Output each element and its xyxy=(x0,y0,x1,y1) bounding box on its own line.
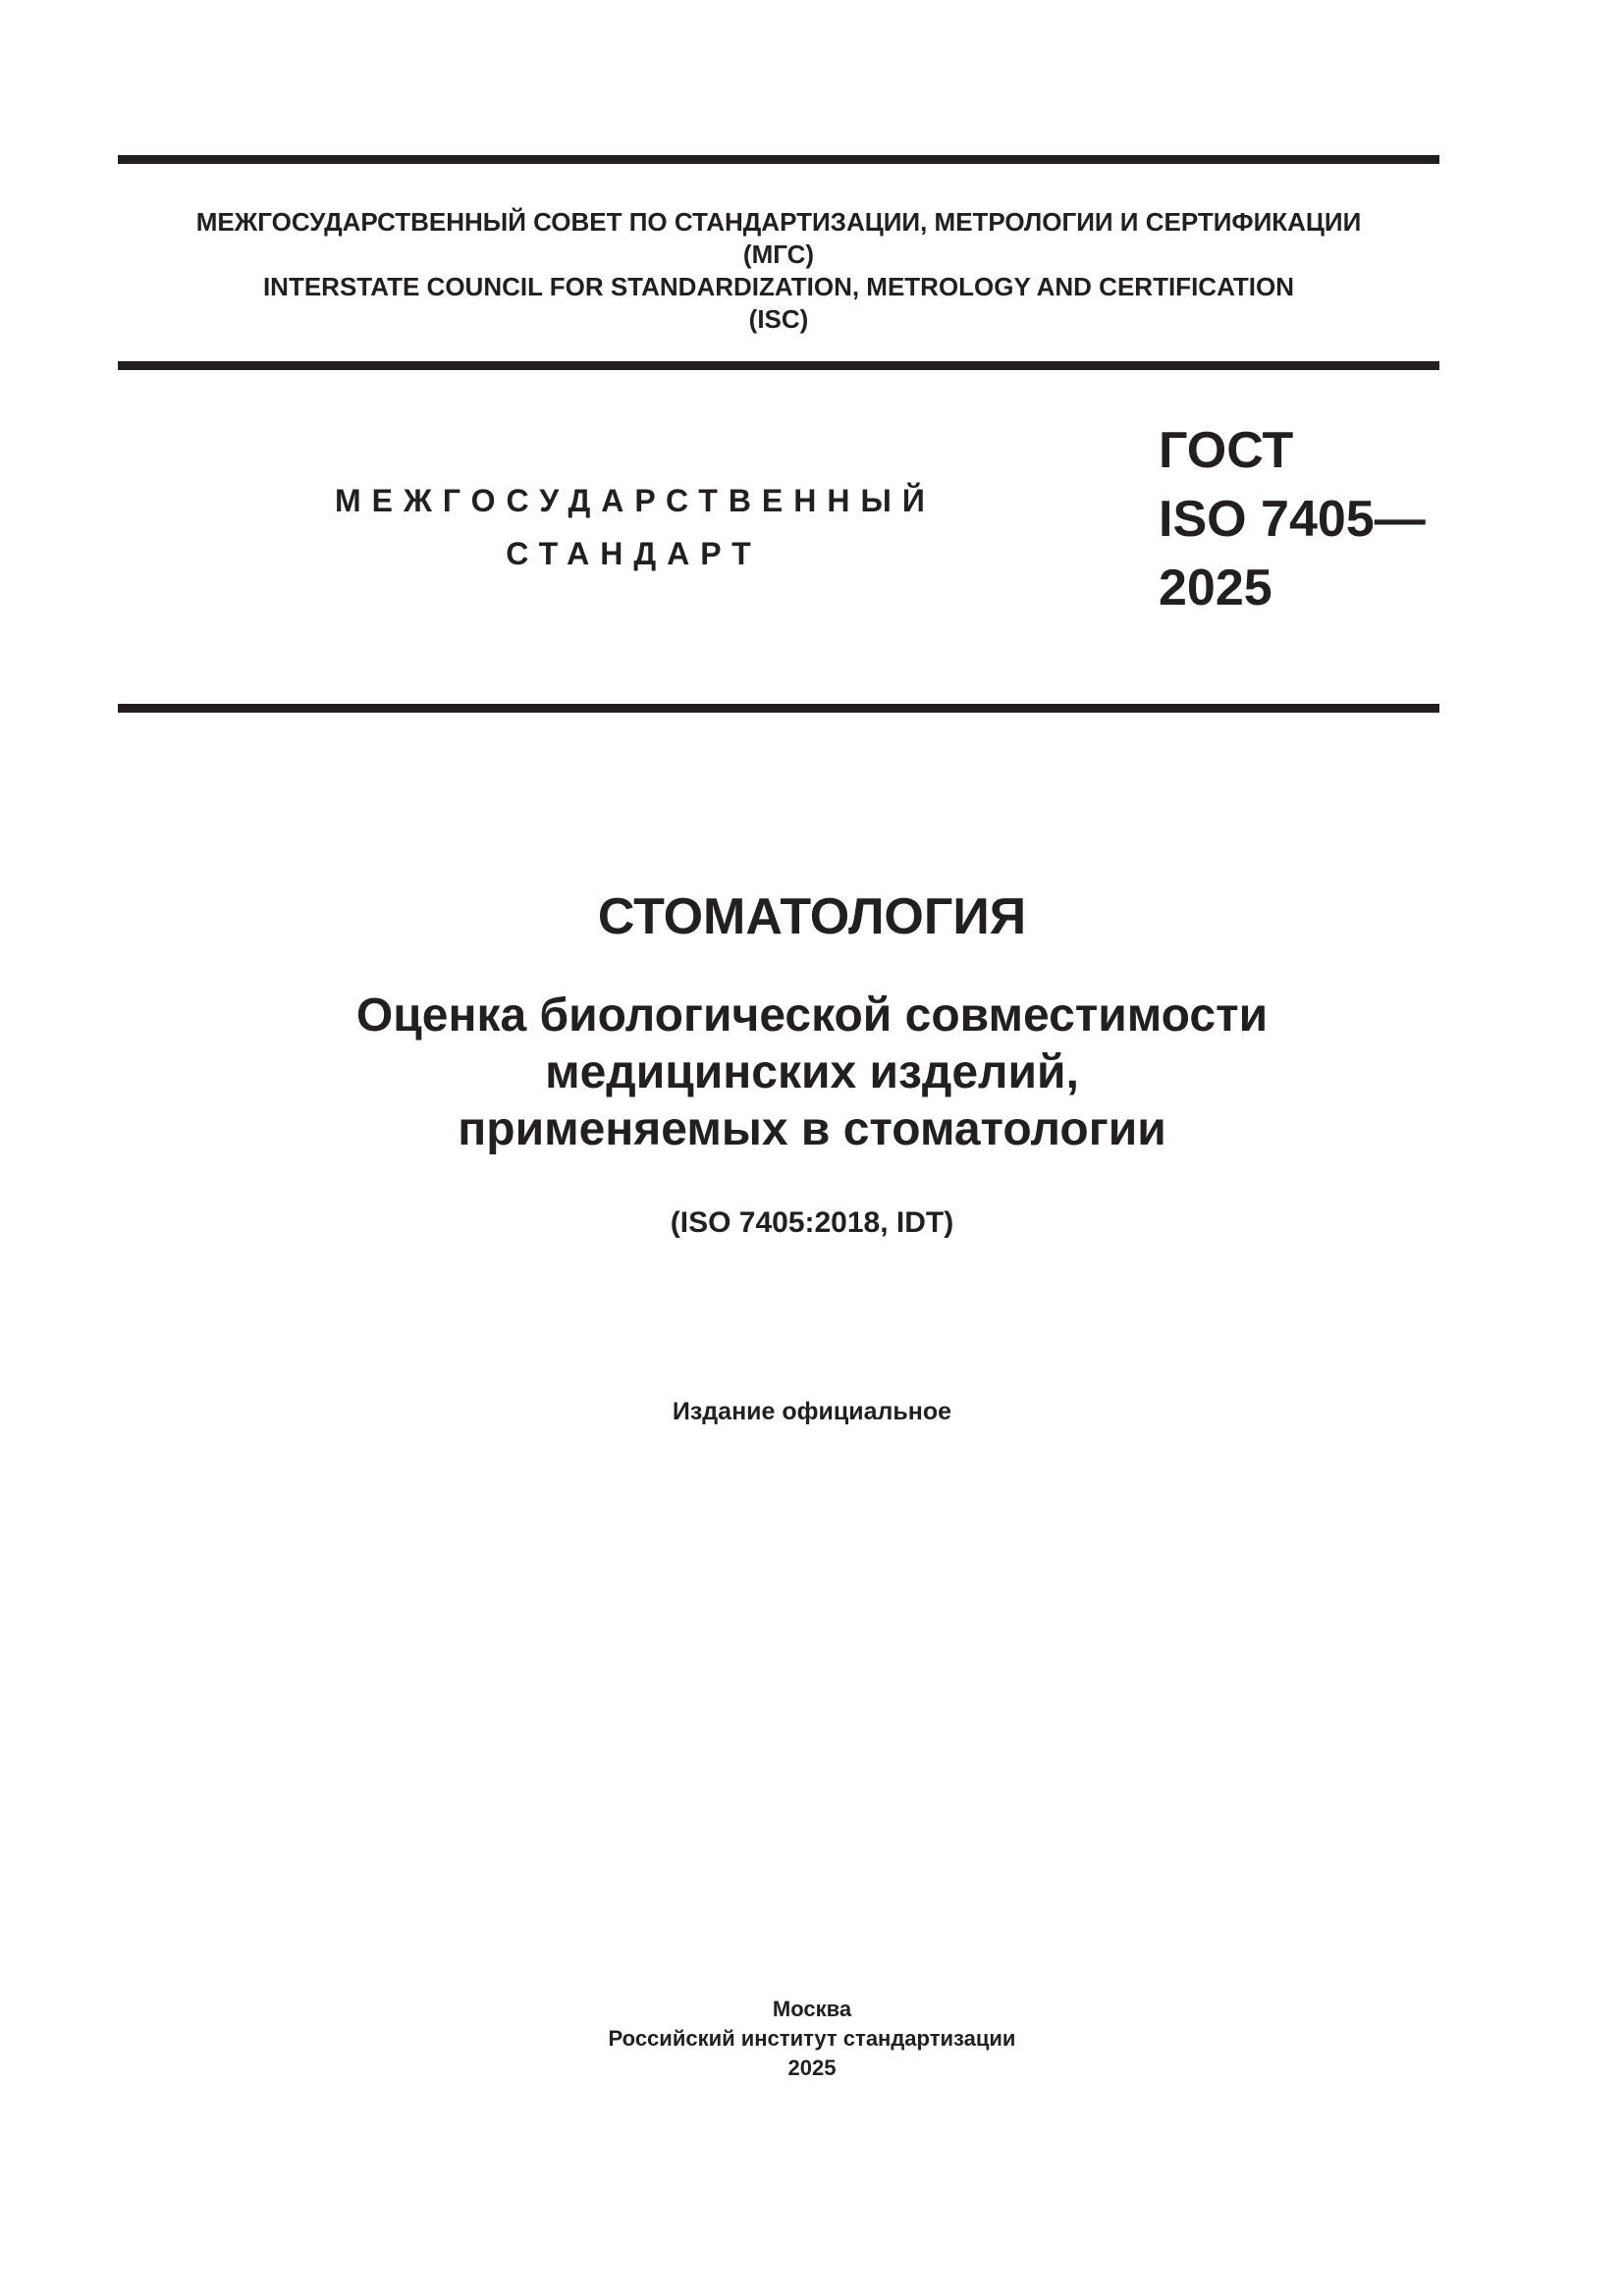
imprint-city: Москва xyxy=(772,1997,852,2021)
designation-line-1: ГОСТ xyxy=(1159,422,1294,479)
designation-line-3: 2025 xyxy=(1159,560,1272,616)
subtitle-line-1: Оценка биологической совместимости xyxy=(355,989,1269,1041)
standard-type-line-1: МЕЖГОСУДАРСТВЕННЫЙ xyxy=(335,483,936,518)
council-header xyxy=(118,206,1439,336)
document-title: СТОМАТОЛОГИЯ xyxy=(597,888,1027,945)
top-rule xyxy=(118,155,1439,164)
designation-line-2: ISO 7405— xyxy=(1159,491,1426,548)
council-abbr-ru: (МГС) xyxy=(742,240,815,269)
standard-type-label xyxy=(324,474,936,580)
document-subtitle xyxy=(0,988,1624,1158)
council-name-ru: МЕЖГОСУДАРСТВЕННЫЙ СОВЕТ ПО СТАНДАРТИЗАЦИИ, МЕТРОЛОГИИ И СЕРТИФИКАЦИИ xyxy=(195,207,1362,237)
council-abbr-en: (ISC) xyxy=(748,304,809,334)
subtitle-line-2: медицинских изделий, xyxy=(545,1046,1079,1098)
edition-label: Издание официальное xyxy=(672,1398,952,1425)
standard-type-line-2: СТАНДАРТ xyxy=(506,536,762,571)
council-name-en: INTERSTATE COUNCIL FOR STANDARDIZATION, METROLOGY AND CERTIFICATION xyxy=(262,272,1295,301)
imprint-year: 2025 xyxy=(787,2056,837,2080)
iso-reference: (ISO 7405:2018, IDT) xyxy=(670,1206,954,1239)
council-divider-rule xyxy=(118,361,1439,370)
imprint-publisher: Российский институт стандартизации xyxy=(608,2026,1016,2051)
subtitle-line-3: применяемых в стоматологии xyxy=(458,1103,1166,1155)
designation-divider-rule xyxy=(118,704,1439,713)
publisher-imprint xyxy=(0,1995,1624,2083)
standard-designation xyxy=(1159,416,1426,622)
